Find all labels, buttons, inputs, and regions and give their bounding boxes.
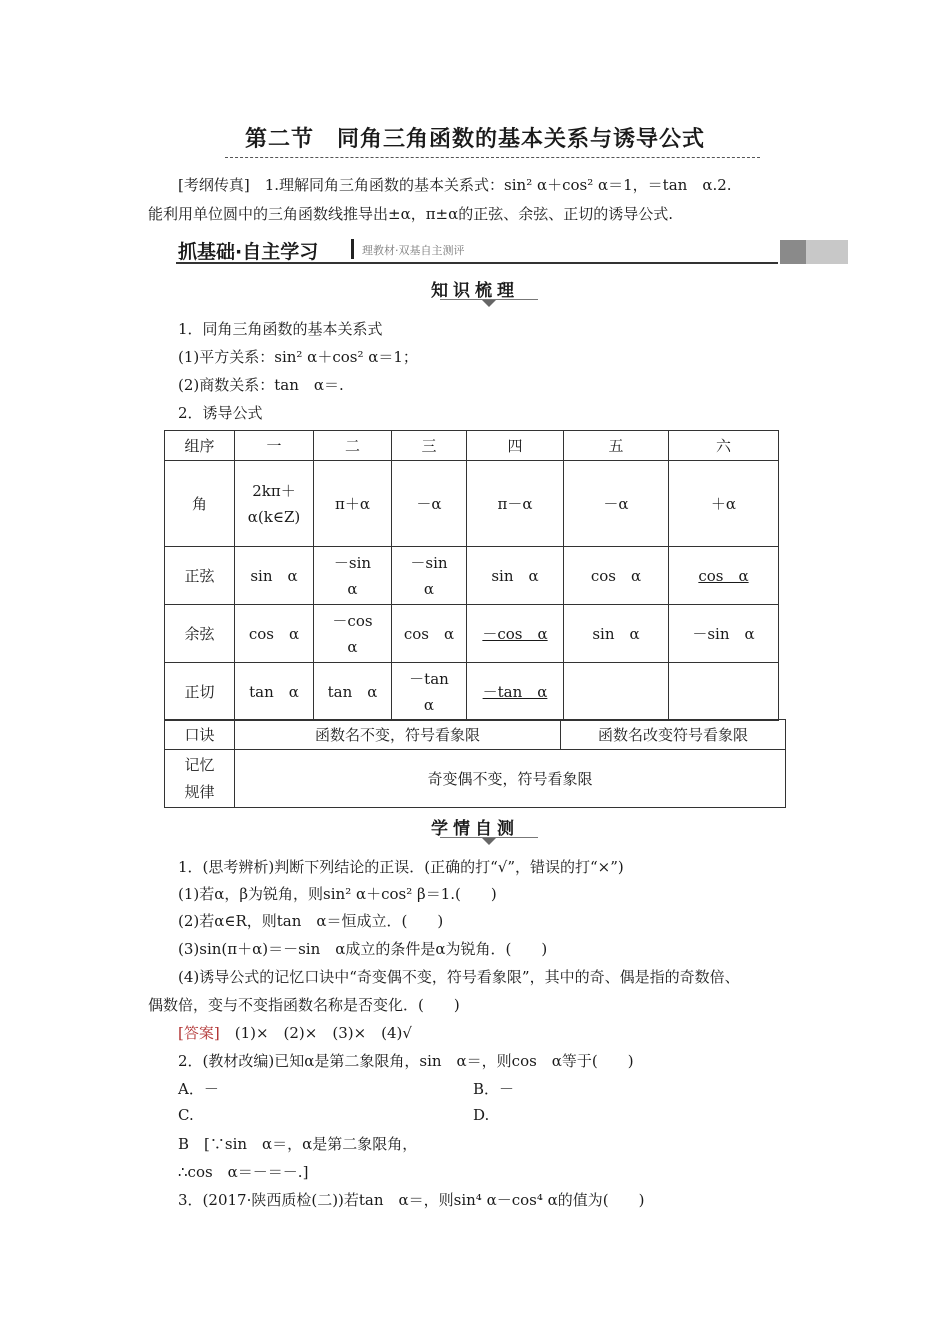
section-banner	[176, 236, 848, 264]
page-title: 第二节 同角三角函数的基本关系与诱导公式	[244, 127, 705, 152]
knowledge-item-2: 2．诱导公式	[178, 404, 263, 422]
syllabus-line-1	[178, 174, 732, 195]
table-row-label: 余弦	[165, 605, 235, 663]
answer-1-text: (1)× (2)× (3)× (4)√	[219, 1024, 412, 1042]
table-header-cell: 三	[392, 431, 467, 461]
solution-2-line-2: ∴cos α＝－＝－.]	[178, 1163, 309, 1181]
table-cell	[564, 663, 669, 721]
table-cell	[467, 663, 564, 721]
question-3: 3．(2017·陕西质检(二))若tan α＝，则sin⁴ α－cos⁴ α的值为( )	[178, 1191, 645, 1209]
table-cell	[467, 605, 564, 663]
table-cell-text: －sin α	[333, 553, 372, 598]
table-cell	[314, 605, 392, 663]
table-header-row	[165, 431, 779, 461]
question-1-4b: 偶数倍，变与不变指函数名称是否变化．( )	[148, 996, 460, 1014]
banner-block-dark	[780, 240, 806, 264]
table-row	[165, 720, 786, 750]
knowledge-item-1-1: (1)平方关系：sin² α＋cos² α＝1；	[178, 348, 418, 366]
table-row-label: 角	[165, 461, 235, 547]
table-cell-answer: cos α	[698, 566, 749, 585]
memory-label-text: 记忆规律	[184, 755, 215, 801]
table-row-label: 正切	[165, 663, 235, 721]
table-row	[165, 663, 779, 721]
mnemonic-right: 函数名改变符号看象限	[561, 720, 786, 750]
banner-subtitle: 理教材·双基自主测评	[362, 244, 465, 257]
table-cell	[392, 547, 467, 605]
table-header-cell: 五	[564, 431, 669, 461]
question-1-3: (3)sin(π＋α)＝－sin α成立的条件是α为锐角．( )	[178, 940, 548, 958]
table-cell	[314, 547, 392, 605]
banner-divider	[351, 239, 354, 259]
mnemonic-table	[164, 719, 786, 808]
question-1: 1．(思考辨析)判断下列结论的正误．(正确的打“√”，错误的打“×”)	[178, 858, 624, 876]
knowledge-item-1: 1．同角三角函数的基本关系式	[178, 320, 383, 338]
table-row	[165, 461, 779, 547]
table-cell: sin α	[235, 547, 314, 605]
table-cell	[669, 547, 779, 605]
syllabus-text-1: 1.理解同角三角函数的基本关系式：sin² α＋cos² α＝1，＝tan α.2.	[249, 176, 732, 194]
triangle-down-icon	[482, 300, 496, 307]
table-cell: －α	[392, 461, 467, 547]
table-row-label: 正弦	[165, 547, 235, 605]
question-2-option-b: B．－	[473, 1080, 515, 1098]
table-cell	[392, 663, 467, 721]
mnemonic-left: 函数名不变，符号看象限	[235, 720, 561, 750]
question-2-option-d: D.	[473, 1106, 490, 1124]
syllabus-line-2: 能利用单位圆中的三角函数线推导出±α，π±α的正弦、余弦、正切的诱导公式.	[148, 205, 674, 223]
question-1-2: (2)若α∈R，则tan α＝恒成立．( )	[178, 912, 444, 930]
table-cell-text: －cos α	[332, 611, 373, 656]
table-cell	[669, 663, 779, 721]
memory-label	[165, 750, 235, 808]
table-cell	[235, 461, 314, 547]
table-cell: π＋α	[314, 461, 392, 547]
answer-tag: [答案]	[178, 1024, 220, 1042]
triangle-down-icon	[482, 838, 496, 845]
table-cell: ＋α	[669, 461, 779, 547]
table-header-cell: 六	[669, 431, 779, 461]
table-cell-answer: －tan α	[482, 682, 548, 701]
table-cell: sin α	[564, 605, 669, 663]
solution-2-line-1: B [∵sin α＝，α是第二象限角，	[178, 1135, 418, 1153]
selftest-heading: 学情自测	[431, 819, 519, 839]
question-2-option-c: C.	[178, 1106, 194, 1124]
question-1-4a: (4)诱导公式的记忆口诀中“奇变偶不变，符号看象限”，其中的奇、偶是指的奇数倍、	[178, 968, 740, 986]
table-header-cell: 二	[314, 431, 392, 461]
table-cell: cos α	[392, 605, 467, 663]
table-cell: π－α	[467, 461, 564, 547]
table-cell: tan α	[235, 663, 314, 721]
memory-text: 奇变偶不变，符号看象限	[235, 750, 786, 808]
answer-1	[178, 1022, 412, 1043]
table-cell-text: －sin α	[410, 553, 448, 598]
table-cell-text: －tan α	[409, 669, 449, 714]
knowledge-item-1-2: (2)商数关系：tan α＝.	[178, 376, 344, 394]
banner-rule	[176, 262, 778, 264]
banner-title: 抓基础·自主学习	[178, 241, 319, 263]
syllabus-tag: [考纲传真]	[178, 176, 250, 194]
banner-block-light	[806, 240, 848, 264]
table-cell: tan α	[314, 663, 392, 721]
mnemonic-label: 口诀	[165, 720, 235, 750]
table-cell-text: 2kπ＋α(k∈Z)	[247, 481, 301, 526]
question-2: 2．(教材改编)已知α是第二象限角，sin α＝，则cos α等于( )	[178, 1052, 634, 1070]
knowledge-heading: 知识梳理	[431, 281, 519, 301]
table-header-cell: 一	[235, 431, 314, 461]
table-header-cell: 组序	[165, 431, 235, 461]
table-cell: －α	[564, 461, 669, 547]
table-cell: －sin α	[669, 605, 779, 663]
induction-formula-table	[164, 430, 779, 721]
table-row	[165, 750, 786, 808]
question-1-1: (1)若α，β为锐角，则sin² α＋cos² β＝1.( )	[178, 885, 497, 903]
table-header-cell: 四	[467, 431, 564, 461]
question-2-option-a: A．－	[178, 1080, 219, 1098]
table-cell: cos α	[564, 547, 669, 605]
table-row	[165, 547, 779, 605]
title-divider	[225, 157, 760, 158]
table-cell: cos α	[235, 605, 314, 663]
table-cell-answer: －cos α	[482, 624, 548, 643]
table-cell: sin α	[467, 547, 564, 605]
table-row	[165, 605, 779, 663]
